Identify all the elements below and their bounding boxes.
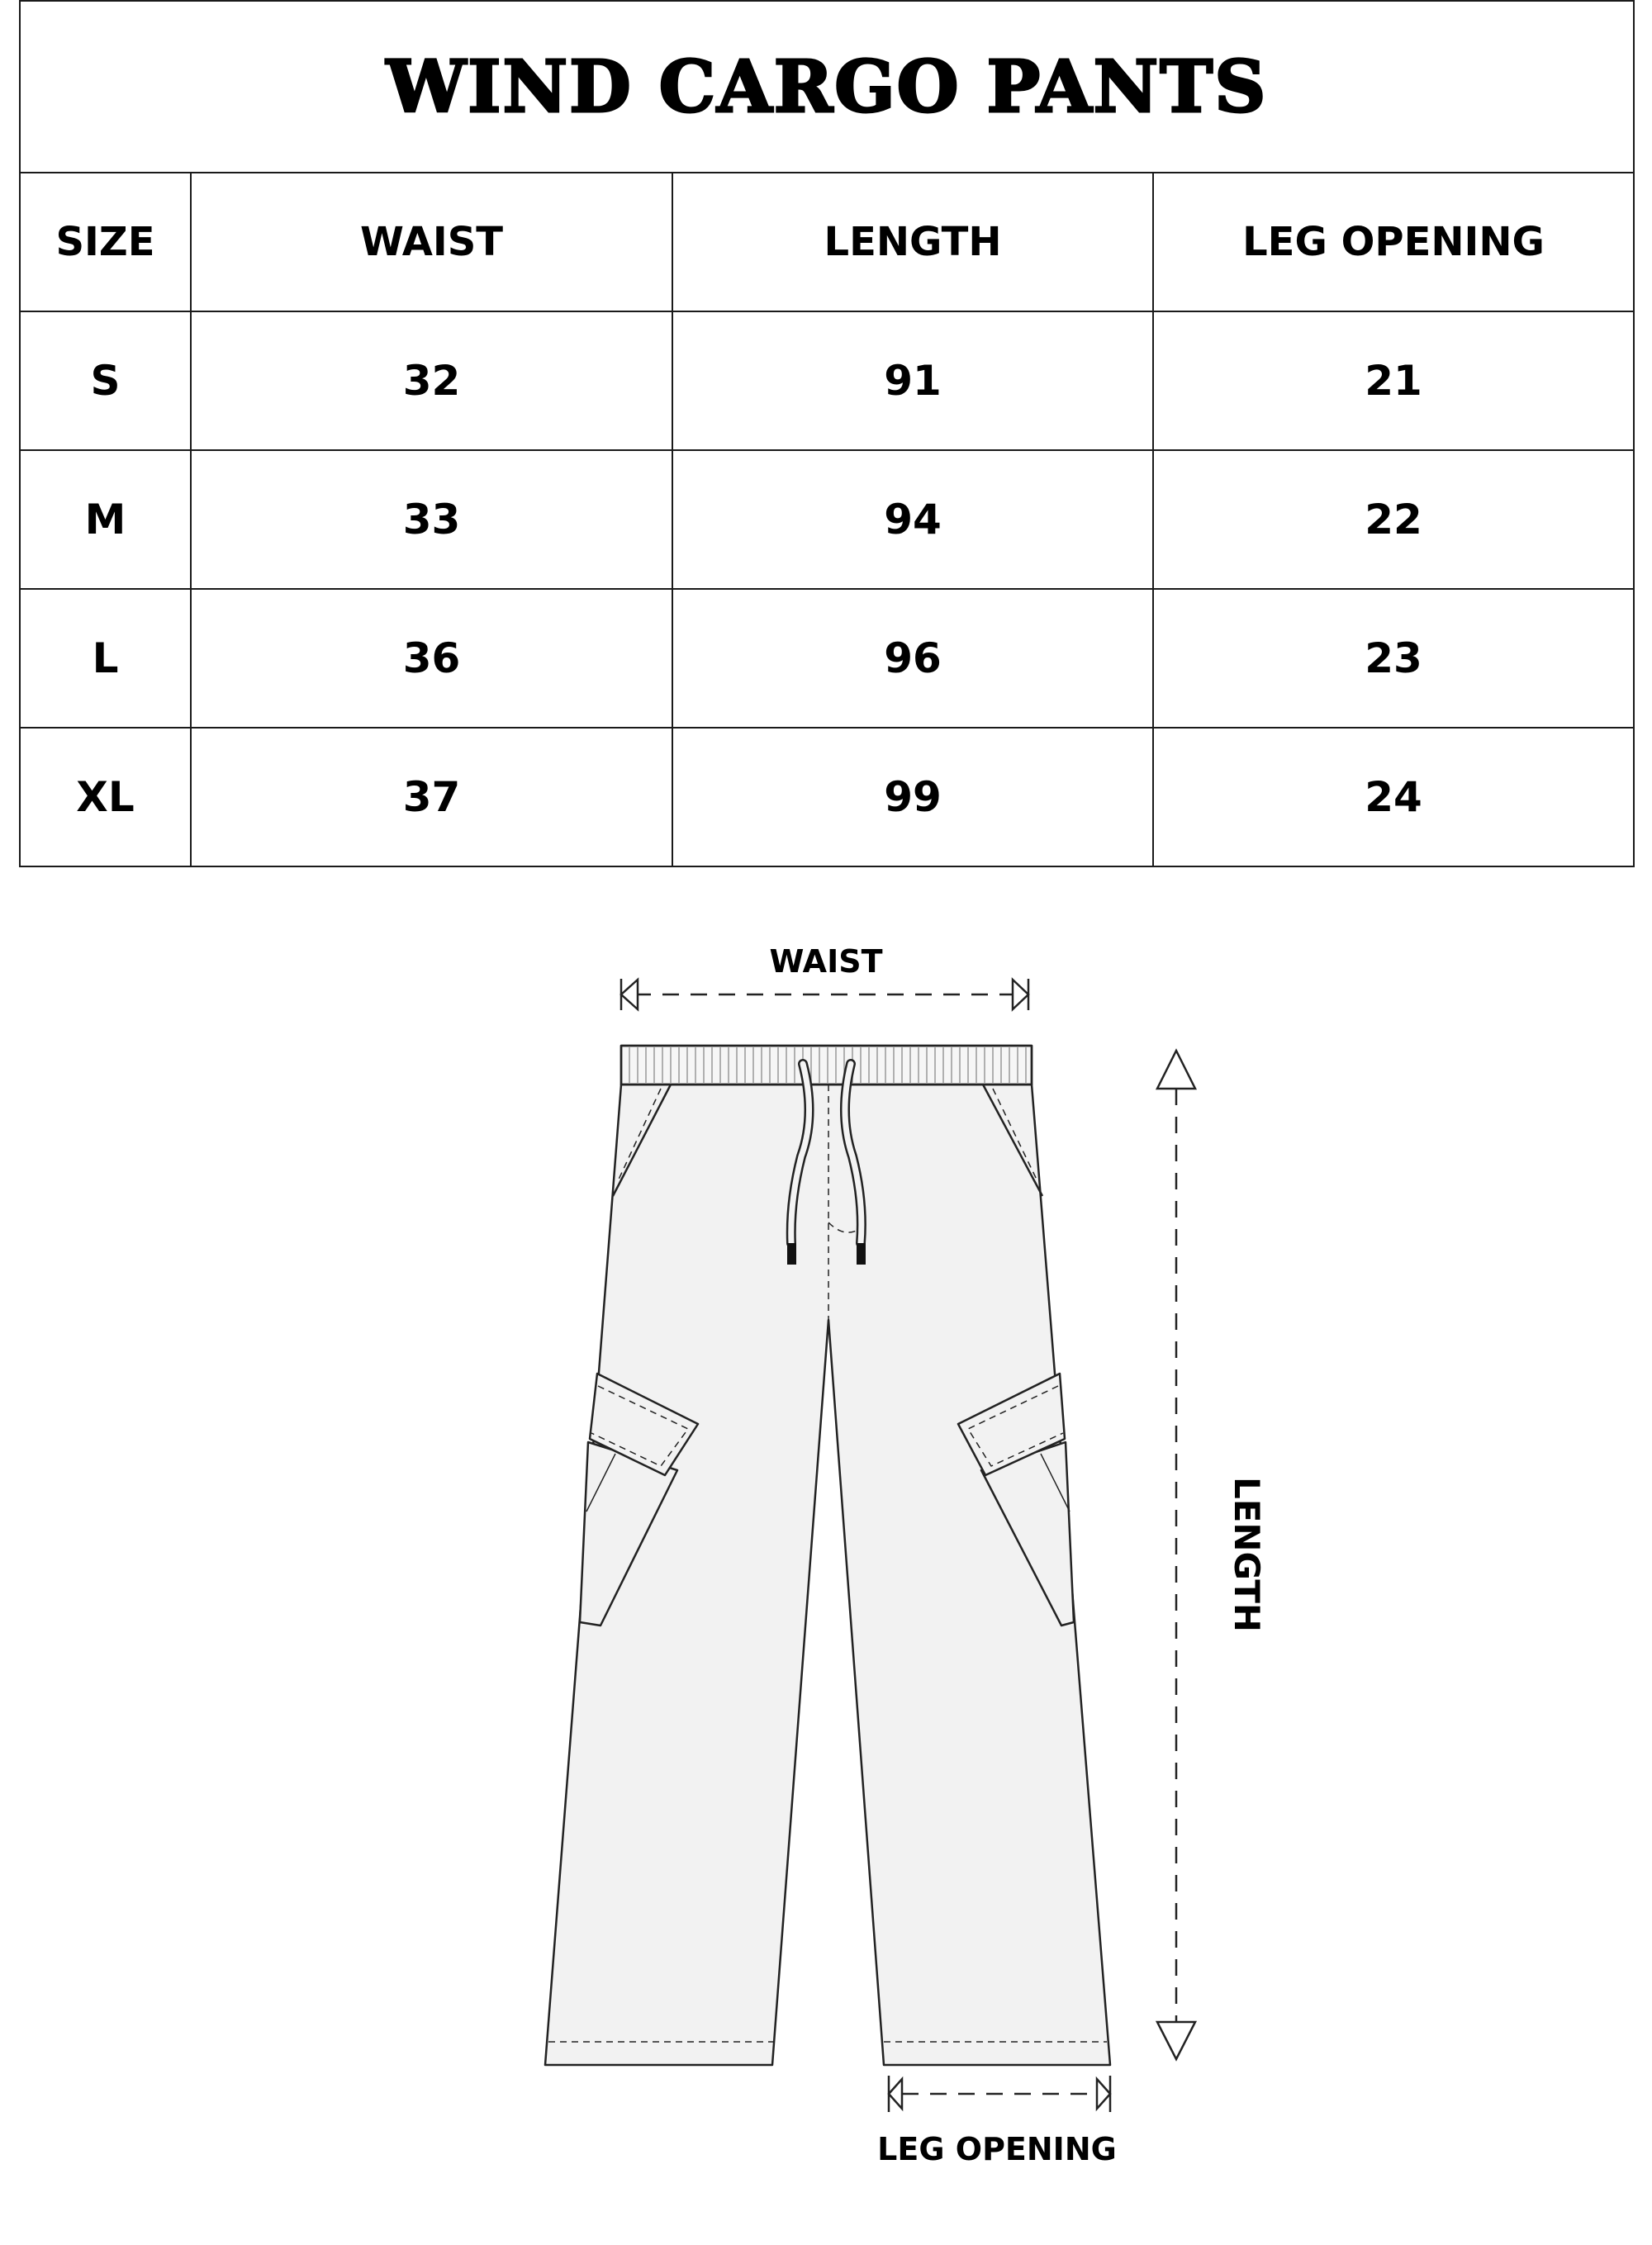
size-cell: S [20, 311, 191, 450]
waist-cell: 36 [191, 589, 672, 728]
pants-measurement-diagram [0, 867, 1652, 2245]
cargo-pants-illustration [545, 1046, 1110, 2065]
title-row [20, 1, 1634, 173]
table-row [20, 311, 1634, 450]
waist-cell: 37 [191, 728, 672, 866]
header-row [20, 173, 1634, 311]
pants-body [545, 1085, 1110, 2065]
column-header-size: SIZE [20, 173, 191, 311]
size-cell: XL [20, 728, 191, 866]
column-header-leg-opening: LEG OPENING [1153, 173, 1634, 311]
size-cell: L [20, 589, 191, 728]
length-measure-arrow [1157, 1051, 1195, 2059]
waistband [621, 1046, 1032, 1085]
leg-opening-measure-arrow [889, 2076, 1110, 2112]
leg-opening-cell: 23 [1153, 589, 1634, 728]
size-cell: M [20, 450, 191, 589]
leg-opening-cell: 24 [1153, 728, 1634, 866]
waist-label: WAIST [769, 943, 883, 980]
waist-cell: 33 [191, 450, 672, 589]
table-row [20, 728, 1634, 866]
waist-measure-arrow [621, 979, 1028, 1010]
length-cell: 94 [672, 450, 1153, 589]
drawstring-tip-right [857, 1243, 866, 1265]
leg-opening-cell: 22 [1153, 450, 1634, 589]
leg-opening-label: LEG OPENING [877, 2131, 1117, 2167]
drawstring-tip-left [787, 1243, 796, 1265]
table-row [20, 450, 1634, 589]
size-chart-table [19, 0, 1635, 867]
leg-opening-cell: 21 [1153, 311, 1634, 450]
waist-cell: 32 [191, 311, 672, 450]
length-cell: 91 [672, 311, 1153, 450]
length-label: LENGTH [1227, 1476, 1267, 1633]
length-cell: 96 [672, 589, 1153, 728]
table-row [20, 589, 1634, 728]
column-header-waist: WAIST [191, 173, 672, 311]
length-cell: 99 [672, 728, 1153, 866]
product-title: WIND CARGO PANTS [20, 1, 1634, 173]
column-header-length: LENGTH [672, 173, 1153, 311]
